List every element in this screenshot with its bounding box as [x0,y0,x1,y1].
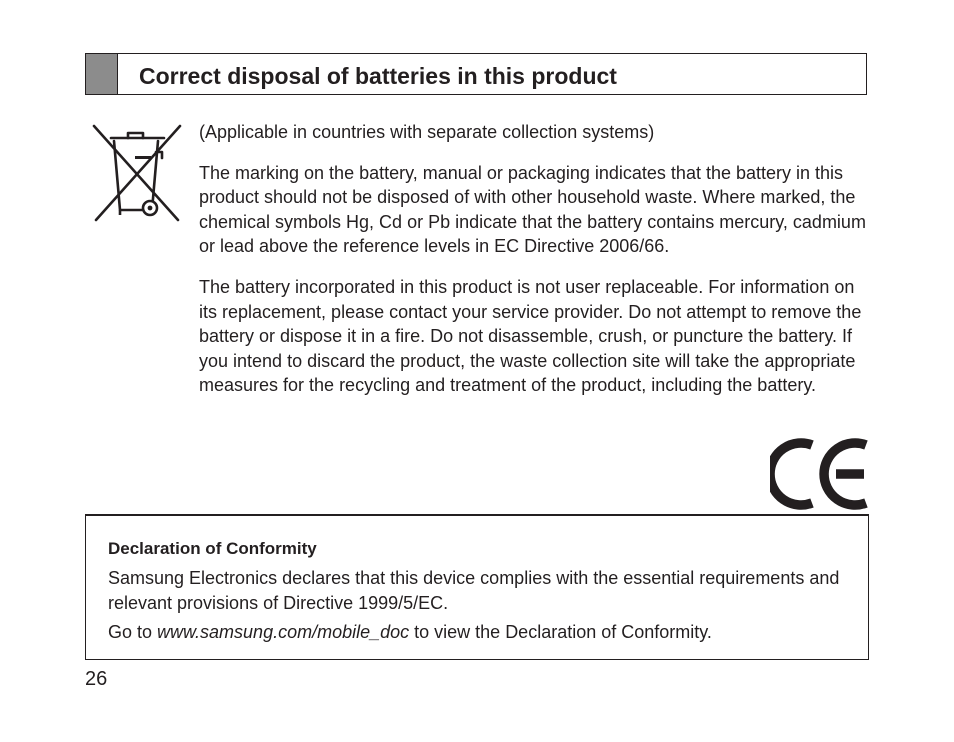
ce-mark-icon [770,438,870,510]
section-header-tab [86,54,118,94]
declaration-link-suffix: to view the Declaration of Conformity. [409,622,712,642]
declaration-title: Declaration of Conformity [108,539,317,558]
crossed-out-wheelie-bin-icon [90,122,184,224]
battery-replacement-paragraph: The battery incorporated in this product is not user replaceable. For information on its replacement, please contact your service provider. Do not attempt to remove the battery or dispose it in a fire. Do not disassemble, crush, or puncture the battery. If you intend to discard the product, the waste collection site will take the appropriate measures for the recycling and treatment of the product, including the battery. [199,276,862,396]
section-header [85,53,867,95]
declaration-url-link[interactable]: www.samsung.com/mobile_doc [157,622,410,642]
body-text [199,120,869,398]
applicability-note: (Applicable in countries with separate collection systems) [199,122,655,142]
declaration-text: Samsung Electronics declares that this device complies with the essential requirements and relevant provisions of Directive 1999/5/EC. [108,568,840,613]
declaration-link-prefix: Go to [108,622,158,642]
section-title: Correct disposal of batteries in this product [139,63,617,89]
declaration-box [85,514,869,660]
page-number: 26 [85,668,108,690]
battery-marking-paragraph: The marking on the battery, manual or packaging indicates that the battery in this product should not be disposed of with other household waste. Where marked, the chemical symbols Hg, Cd or Pb indicate that the battery contains mercury, cadmium or lead above the reference levels in EC Directive 2006/66. [199,162,866,257]
declaration-link-line [108,620,846,645]
